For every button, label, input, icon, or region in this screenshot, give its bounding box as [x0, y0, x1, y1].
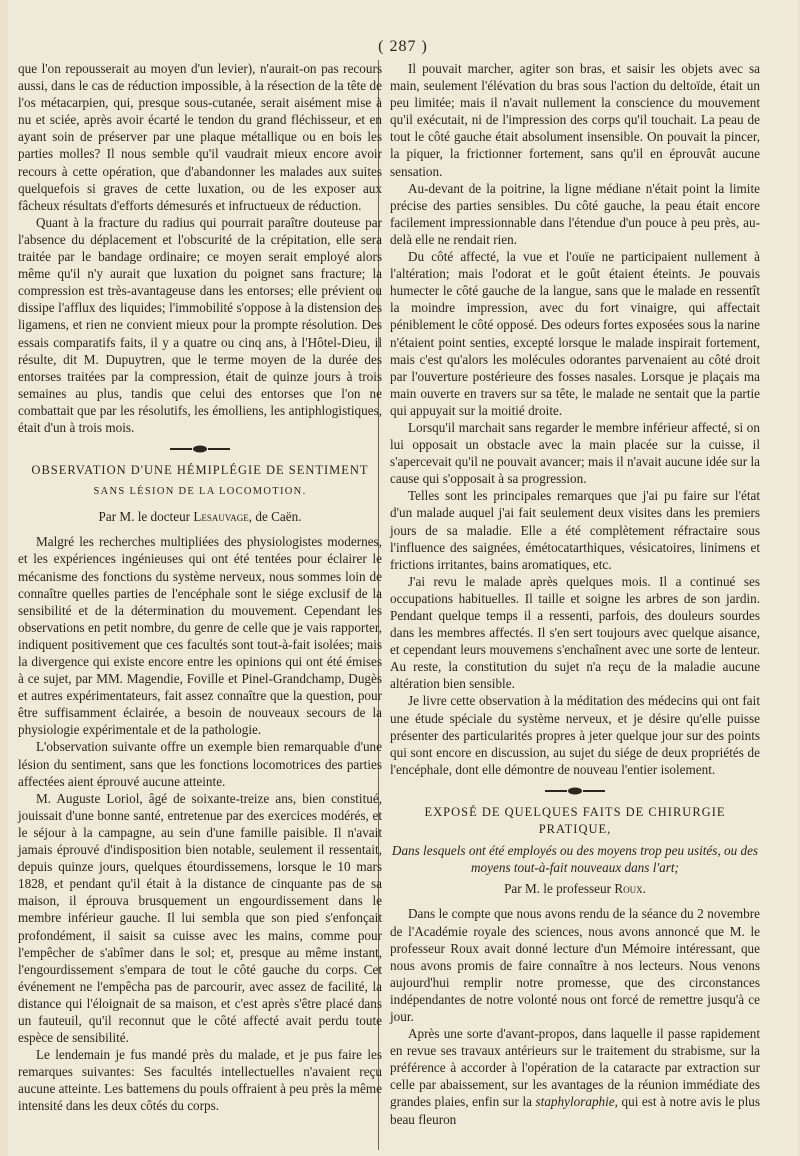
author-suffix: , de Caën.: [248, 509, 302, 525]
left-column: [18, 60, 382, 1115]
paragraph-start: Après une sorte d'avant-propos, dans laquelle il passe rapidement en revue ses travaux antérieurs sur le traitement du strabisme, sur la préférence à accorder à l'opération de la cataracte par extraction sur celle par abaissement, sur les avantages de la réunion immédiate des grandes plaies, enfin sur la: [390, 1026, 760, 1110]
section-subtitle: SANS LÉSION DE LA LOCOMOTION.: [93, 486, 307, 498]
paragraph: que l'on repousserait au moyen d'un levier), n'aurait-on pas recours aussi, dans le cas de réduction impossible, à la résection de la tête de l'os métacarpien, qui, presque sous-cutanée, serait aisément mise à nu et sciée, après avoir écarté le tendon du grand fléchisseur, et en ayant soin de préserver par une plaque métallique ou en bois les parties molles? Il nous semble qu'il vaudrait mieux encore avoir recours à cette opération, que d'abandonner les malades aux suites quelquefois si graves de cette luxation, ou de les exposer aux fâcheux résultats d'efforts démesurés et infructueux de réduction.: [18, 61, 382, 213]
italic-term: staphyloraphie: [535, 1094, 615, 1110]
paragraph: L'observation suivante offre un exemple bien remarquable d'une lésion du sentiment, sans que les fonctions locomotrices des parties affectées aient éprouvé aucune atteinte.: [18, 739, 382, 789]
section-italic-subtitle: Dans lesquels ont été employés ou des moyens trop peu usités, ou des moyens tout-à-fait nouveaux dans l'art;: [391, 843, 759, 876]
paragraph: Je livre cette observation à la méditation des médecins qui ont fait une étude spéciale du système nerveux, et je désire qu'elle puisse présenter des particularités propres à jeter quelque jour sur des points qui sont encore en discussion, au sujet du siége de deux propriétés de l'encéphale, dont elle démontre de nouveau l'entier isolement.: [390, 693, 760, 777]
paragraph: Il pouvait marcher, agiter son bras, et saisir les objets avec sa main, seulement l'élévation du bras sous l'action du deltoïde, était un peu limitée; mais il n'avait nullement la conscience du mouvement qu'il exécutait, ni de l'impression des corps qu'il touchait. La peau de tout le côté gauche était absolument insensible. On pouvait la pincer, la piquer, la frictionner fortement, sans qu'il en éprouvât aucune sensation.: [390, 61, 760, 179]
paragraph: Du côté affecté, la vue et l'ouïe ne participaient nullement à l'altération; mais l'odorat et le goût étaient éteints. Je pouvais humecter le côté gauche de la langue, sans que le malade en ressentît la moindre impression, avec du fort vinaigre, qui affectait péniblement le côté opposé. Des odeurs fortes exposées sous la narine n'étaient point senties, excepté lorsque le malade inspirait fortement, mais c'est qu'alors les molécules odorantes parvenaient au côté droit par l'ouverture postérieure des fosses nasales. Lorsque je plaçais ma main ouverte en travers sur sa tête, le malade ne sentait que la partie qui appuyait sur la moitié droite.: [390, 249, 760, 418]
section-title-line2: PRATIQUE,: [538, 822, 612, 837]
paragraph: Lorsqu'il marchait sans regarder le membre inférieur affecté, si on lui opposait un obstacle avec la main placée sur la cuisse, il s'apercevait qu'il ne pouvait avancer; mais il n'avait aucune idée sur la cause qui s'opposait à sa progression.: [390, 419, 760, 487]
section-title-line1: EXPOSÉ DE QUELQUES FAITS DE CHIRURGIE: [424, 804, 726, 819]
author-line: [18, 508, 382, 525]
paragraph: Telles sont les principales remarques que j'ai pu faire sur l'état d'un malade auquel j'ai fait seulement deux visites dans les premiers jours de sa maladie. Elle a été complètement réfractaire sous l'influence des saignées, émétocatarthiques, vésicatoires, linimens et frictions irritantes, bains aromatiques, etc.: [390, 488, 760, 572]
author-name: Roux: [614, 881, 643, 897]
author-suffix: .: [642, 881, 646, 897]
right-column: [390, 60, 760, 1128]
section-title: [390, 804, 760, 838]
paragraph: Malgré les recherches multipliées des physiologistes modernes, et les expériences ingénieuses qui ont été tentées pour éclairer le mécanisme des fonctions du système nerveux, nous sommes loin de connaître quelles parties de l'encéphale sont le siége exclusif de la sensibilité et de la détermination du mouvement. Cependant les observations en petit nombre, du genre de celle que je vais rapporter, indiquent positivement que ces facultés sont tout-à-fait isolées; mais la divergence qui existe encore entre les opinions qui ont été émises à ce sujet, par MM. Magendie, Foville et Pinel-Grandchamp, Dugès et autres expérimentateurs, fait assez connaître que la question, pour être suffisamment éclairée, a besoin de nouveaux secours de la physiologie expérimentale et de la pathologie.: [18, 534, 382, 738]
paragraph: Dans le compte que nous avons rendu de la séance du 2 novembre de l'Académie royale des sciences, nous avons annoncé que M. le professeur Roux avait donné lecture d'un Mémoire intéressant, que nous avons promis de faire connaître à nos lecteurs. Nous venons aujourd'hui remplir notre promesse, que des circonstances indépendantes de notre volonté nous ont forcé de remettre jusqu'à ce jour.: [390, 906, 760, 1024]
fleuron-ornament: [168, 444, 232, 454]
paragraph: Le lendemain je fus mandé près du malade, et je pus faire les remarques suivantes: Ses facultés intellectuelles n'avaient reçu aucune atteinte. Les battemens du pouls offraient à peu près la même intensité dans les deux côtés du corps.: [18, 1047, 382, 1114]
paragraph-end: , qui est à notre avis le plus beau fleuron: [390, 1094, 760, 1127]
fleuron-ornament: [543, 786, 607, 796]
page-number: ( 287 ): [378, 38, 428, 55]
paragraph: [390, 1025, 760, 1128]
author-prefix: Par M. le professeur: [504, 881, 615, 897]
author-name: Lesauvage: [193, 509, 249, 525]
paragraph: J'ai revu le malade après quelques mois. Il a continué ses occupations habituelles. Il taille et soigne les arbres de son jardin. Pendant quelque temps il a ressenti, parfois, des douleurs sourdes dans les membres affectés. Il s'en sert toujours avec quelque aisance, et cependant leurs mouvemens s'enchaînent avec une sorte de lenteur. Au reste, la constitution du sujet n'a reçu de la maladie aucune altération bien sensible.: [390, 573, 760, 692]
author-prefix: Par M. le docteur: [98, 509, 194, 525]
paragraph: M. Auguste Loriol, âgé de soixante-treize ans, bien constitué, jouissait d'une bonne santé, entretenue par des exercices modérés, et le séjour à la campagne, au sein d'une famille paisible. Il n'avait jamais éprouvé d'indisposition bien notable, seulement il ressentait, depuis quinze jours, quelques étourdissemens, lorsque le 10 mars 1828, et pendant qu'il était à la distance de cinquante pas de sa maison, il éprouva brusquement un engourdissement dans le membre inférieur gauche. Il lui sembla que son pied s'enfonçait profondément, il saisit sa cuisse avec les mains, comme pour l'empêcher de s'abîmer dans le sol; et, presque au même instant, l'engourdissement s'empara de tout le côté gauche du corps. Cet événement ne l'empêcha pas de parcourir, avec assez de facilité, la distance qui l'éloignait de sa maison, et c'est après s'être placé dans un fauteuil, qu'il reconnut que le côté affecté avait perdu toute espèce de sensibilité.: [18, 790, 382, 1046]
paragraph: Quant à la fracture du radius qui pourrait paraître douteuse par l'absence du déplacement et l'obscurité de la crépitation, elle sera traitée par le bandage ordinaire; ce moyen serait employé alors même qu'il n'y aurait que luxation du poignet sans fracture; la compression est très-avantageuse dans les entorses; elle prévient ou dissipe l'afflux des liquides; l'immobilité s'oppose à la distension des ligamens, et rien ne convient mieux pour la prompte résolution. Des essais comparatifs faits, il y a quatre ou cinq ans, à l'Hôtel-Dieu, il résulte, dit M. Dupuytren, que le terme moyen de la durée des entorses traitées par la compression, était de quinze jours à trois semaines au plus, tandis que celui des entorses que l'on ne combattait que par les résolutifs, les émolliens, les antiphlogistiques, était d'un à trois mois.: [18, 214, 382, 435]
book-page: [8, 0, 798, 1156]
section-title: OBSERVATION D'UNE HÉMIPLÉGIE DE SENTIMENT: [31, 463, 369, 478]
author-line: [390, 880, 760, 897]
paragraph: Au-devant de la poitrine, la ligne médiane n'était point la limite précise des parties sensibles. Du côté gauche, la peau était encore facilement impressionnable dans l'étendue d'un pouce à peu près, au-delà elle ne rendait rien.: [390, 180, 760, 247]
